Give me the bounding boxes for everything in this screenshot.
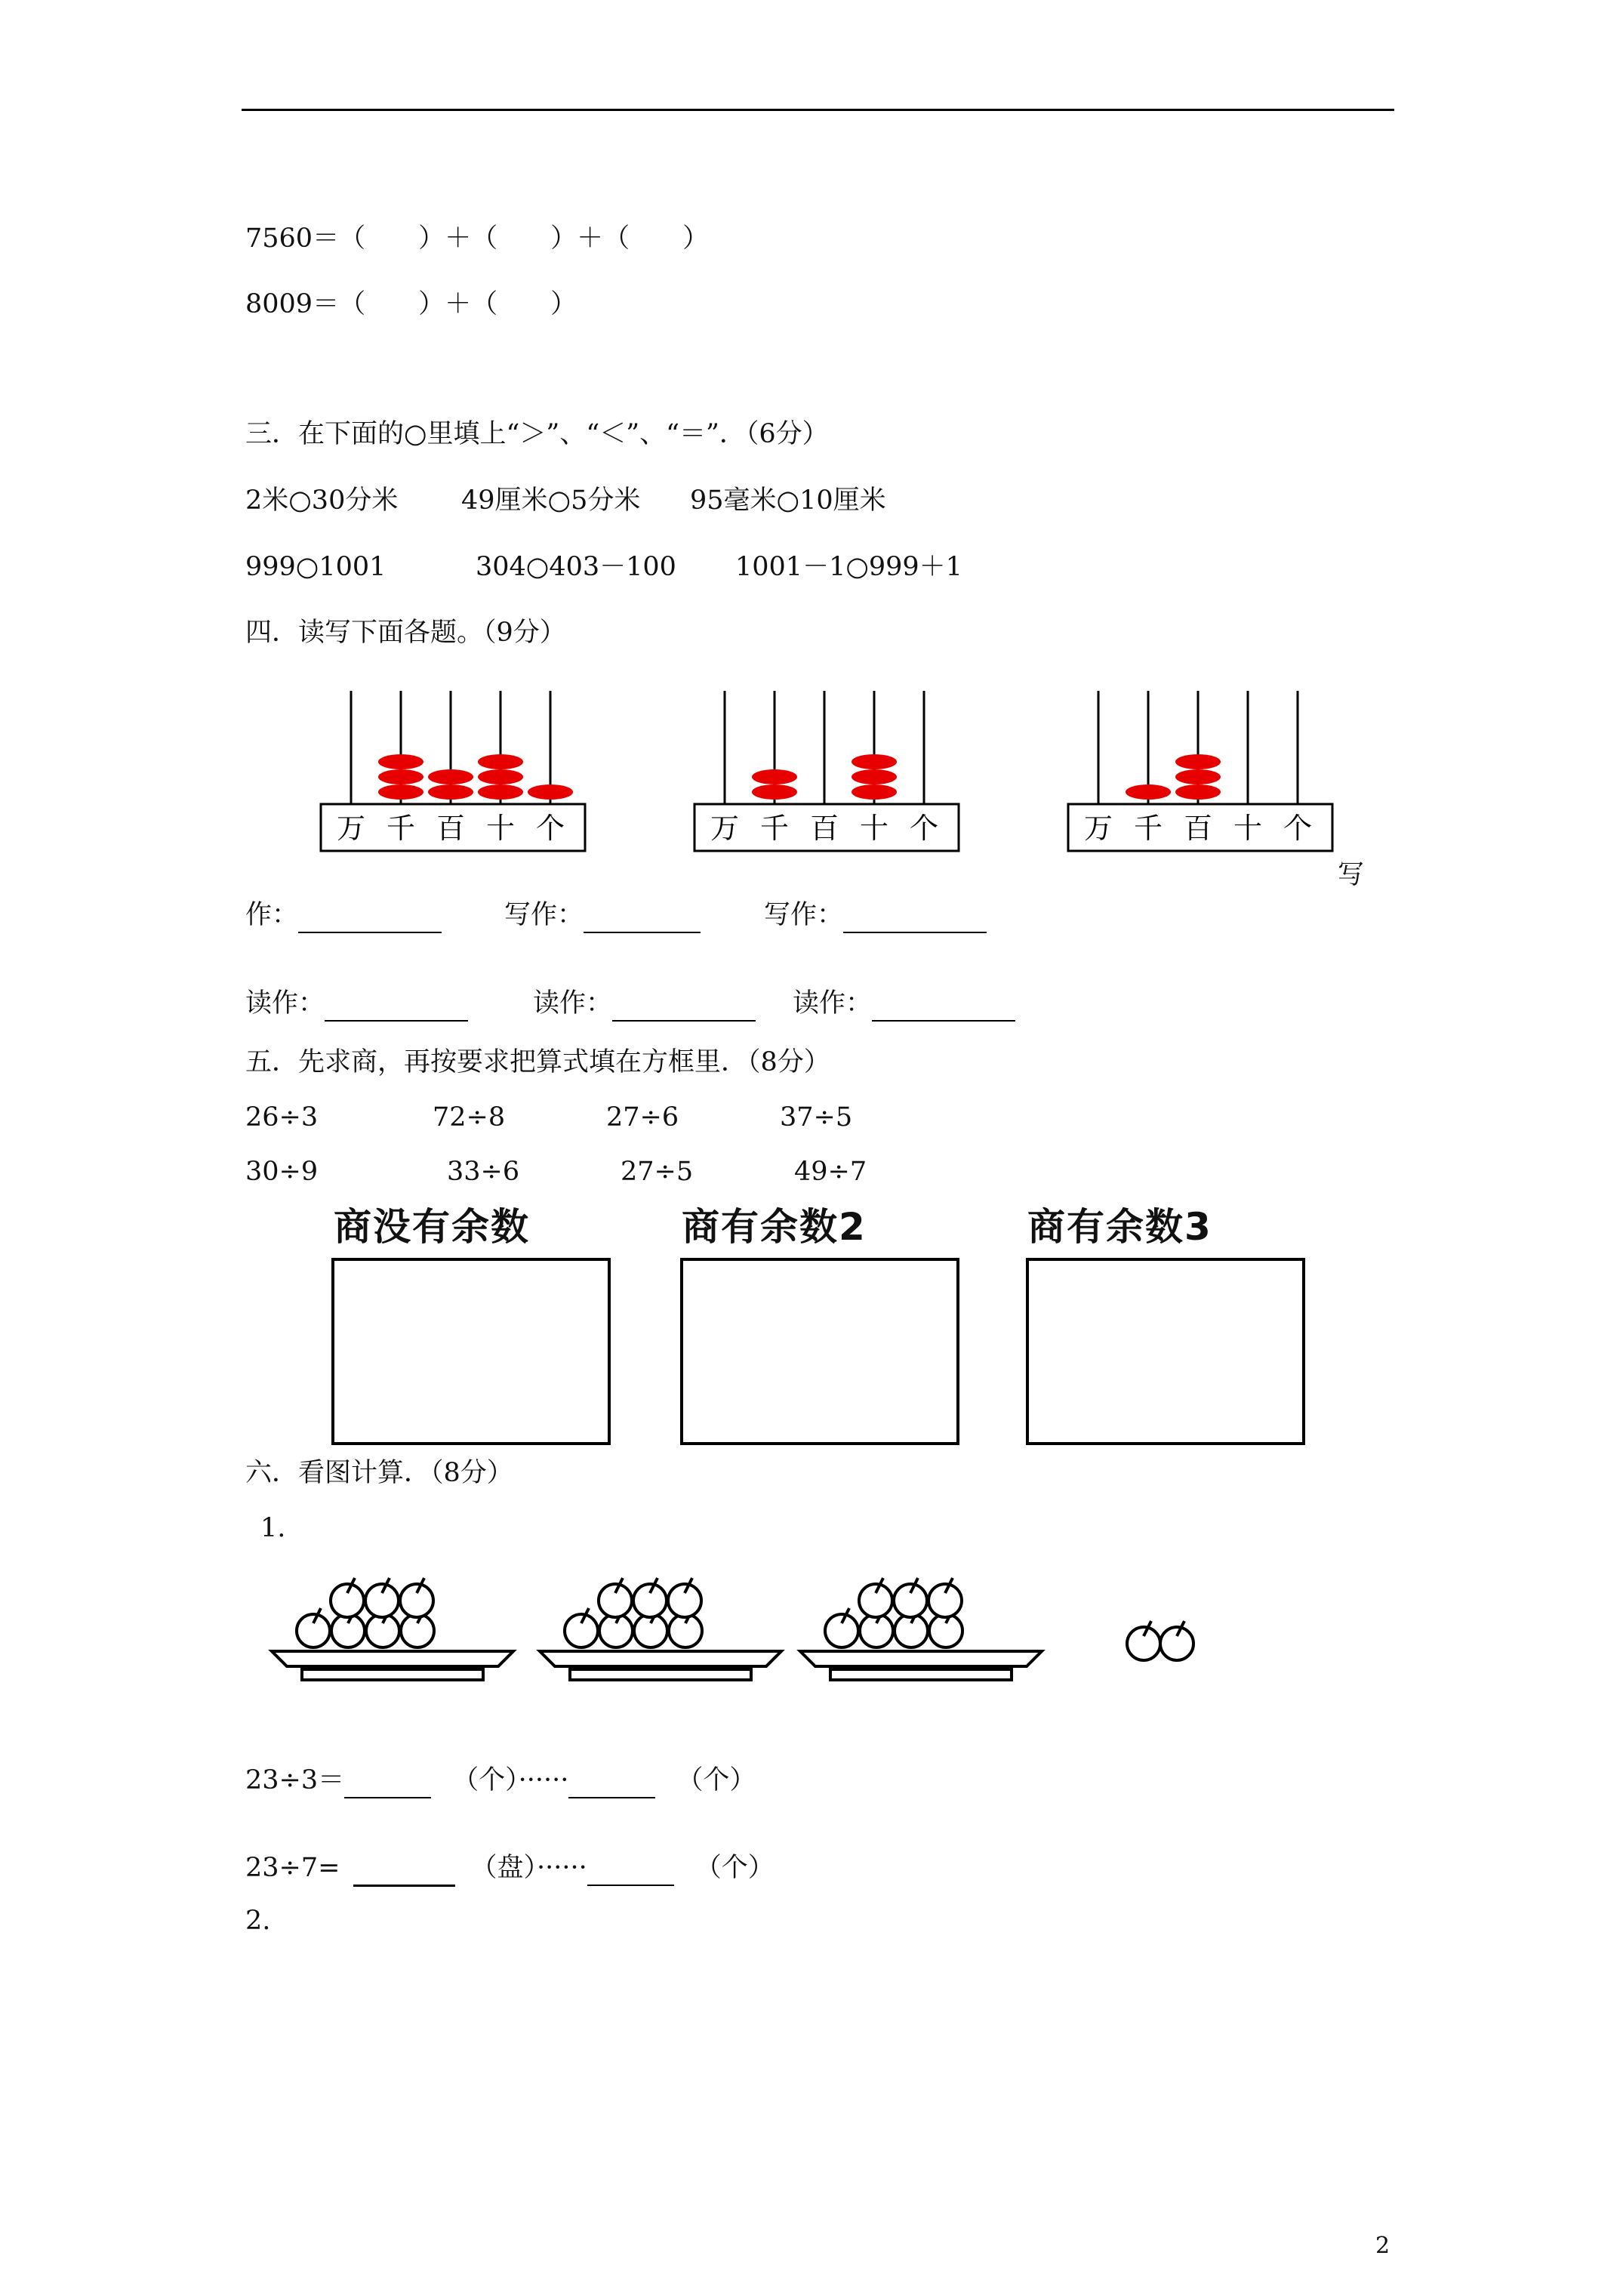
compare-item: 49厘米○5分米 bbox=[461, 485, 641, 516]
write-label: 写作： bbox=[764, 900, 844, 930]
place-label: 十 bbox=[1233, 812, 1263, 845]
abacus-bead bbox=[1175, 784, 1221, 800]
answer-blank[interactable] bbox=[344, 1764, 431, 1798]
apple-icon bbox=[895, 1614, 928, 1647]
apple-plate bbox=[800, 1578, 1042, 1680]
item-1-label: 1. bbox=[260, 1513, 286, 1543]
abacus-bead bbox=[378, 784, 423, 800]
apple-icon bbox=[859, 1584, 892, 1617]
apple-icon bbox=[565, 1614, 598, 1647]
section-5-heading: 五．先求商，再按要求把算式填在方框里．（8分） bbox=[245, 1047, 830, 1077]
section-3-heading: 三．在下面的○里填上“＞”、“＜”、“＝”．（6分） bbox=[245, 419, 829, 449]
place-label: 百 bbox=[1183, 812, 1213, 845]
abacus-bead bbox=[428, 784, 473, 800]
abacus-bead bbox=[378, 754, 423, 769]
place-label: 个 bbox=[1283, 812, 1313, 845]
abacus-bead bbox=[478, 769, 523, 784]
answer-blank[interactable] bbox=[843, 898, 987, 933]
plate-base bbox=[830, 1669, 1012, 1680]
apple-icon bbox=[366, 1614, 399, 1647]
item-2-label: 2. bbox=[245, 1906, 271, 1936]
abacus bbox=[1068, 691, 1332, 851]
division-item: 49÷7 bbox=[794, 1157, 867, 1187]
place-label: 个 bbox=[909, 812, 939, 845]
apple-icon bbox=[860, 1614, 893, 1647]
abacus-bead bbox=[428, 769, 473, 784]
equation-unit: （个）······ bbox=[452, 1765, 569, 1795]
compare-item: 1001－1○999＋1 bbox=[735, 552, 962, 582]
apple-icon bbox=[331, 1584, 364, 1617]
write-field-2[interactable] bbox=[504, 898, 701, 933]
division-item: 33÷6 bbox=[447, 1157, 520, 1187]
abacus-bead bbox=[528, 784, 573, 800]
leftover-apples bbox=[1127, 1621, 1193, 1660]
plate bbox=[540, 1651, 781, 1666]
equation-2 bbox=[245, 1851, 775, 1887]
section-6-heading: 六．看图计算．（8分） bbox=[245, 1458, 513, 1488]
decompose-line-2: 8009＝（ ）＋（ ） bbox=[245, 289, 577, 319]
equation-expr: 23÷3＝ bbox=[245, 1765, 345, 1795]
plate bbox=[800, 1651, 1042, 1666]
place-label: 十 bbox=[859, 812, 889, 845]
read-label: 读作： bbox=[533, 988, 613, 1019]
apple-icon bbox=[634, 1614, 667, 1647]
division-item: 37÷5 bbox=[780, 1102, 853, 1133]
place-label: 万 bbox=[336, 812, 366, 845]
abacus-bead bbox=[852, 754, 897, 769]
place-label: 十 bbox=[485, 812, 516, 845]
apple-icon bbox=[1127, 1627, 1160, 1660]
box-label-remainder-2: 商有余数2 bbox=[682, 1205, 867, 1249]
abacus bbox=[321, 691, 585, 851]
place-label: 千 bbox=[759, 812, 790, 845]
compare-item: 999○1001 bbox=[245, 552, 387, 582]
abacus-bead bbox=[1126, 784, 1171, 800]
page-number: 2 bbox=[1375, 2233, 1390, 2259]
answer-blank[interactable] bbox=[587, 1851, 674, 1886]
place-label: 千 bbox=[1133, 812, 1163, 845]
write-wrap-char: 写 bbox=[1338, 860, 1365, 890]
answer-box-remainder-3[interactable] bbox=[1026, 1258, 1305, 1445]
box-label-remainder-3: 商有余数3 bbox=[1027, 1205, 1212, 1249]
read-label: 读作： bbox=[245, 988, 325, 1019]
apple-icon bbox=[929, 1584, 962, 1617]
apple-plate bbox=[540, 1578, 781, 1680]
apple-icon bbox=[668, 1584, 701, 1617]
read-field-1[interactable] bbox=[245, 987, 468, 1022]
plate-base bbox=[570, 1669, 751, 1680]
division-item: 27÷6 bbox=[606, 1102, 679, 1133]
apple-icon bbox=[401, 1614, 434, 1647]
answer-blank[interactable] bbox=[872, 987, 1015, 1022]
apple-icon bbox=[297, 1614, 330, 1647]
division-item: 30÷9 bbox=[245, 1157, 319, 1187]
division-item: 27÷5 bbox=[621, 1157, 694, 1187]
answer-blank[interactable] bbox=[612, 987, 756, 1022]
apple-icon bbox=[1160, 1627, 1193, 1660]
plate bbox=[272, 1651, 513, 1666]
apple-icon bbox=[633, 1584, 667, 1617]
place-label: 万 bbox=[710, 812, 740, 845]
write-field-3[interactable] bbox=[764, 898, 987, 933]
abacus-bead bbox=[1175, 769, 1221, 784]
abacus-bead bbox=[852, 784, 897, 800]
place-label: 千 bbox=[386, 812, 416, 845]
plate-base bbox=[302, 1669, 483, 1680]
decompose-line-1: 7560＝（ ）＋（ ）＋（ ） bbox=[245, 223, 710, 254]
abacus-bead bbox=[478, 784, 523, 800]
abacus-bead bbox=[378, 769, 423, 784]
write-field-1[interactable] bbox=[245, 898, 442, 933]
apple-icon bbox=[669, 1614, 702, 1647]
read-label: 读作： bbox=[793, 988, 873, 1019]
apple-icon bbox=[894, 1584, 927, 1617]
division-item: 72÷8 bbox=[433, 1102, 506, 1133]
place-label: 万 bbox=[1083, 812, 1113, 845]
read-field-2[interactable] bbox=[533, 987, 756, 1022]
abacus bbox=[694, 691, 959, 851]
place-label: 百 bbox=[809, 812, 839, 845]
box-label-no-remainder: 商没有余数 bbox=[334, 1205, 530, 1249]
answer-blank[interactable] bbox=[568, 1764, 655, 1798]
equation-unit: （盘）······ bbox=[470, 1853, 587, 1883]
apple-plate bbox=[272, 1578, 513, 1680]
answer-blank[interactable] bbox=[298, 898, 442, 933]
abacus-bead bbox=[852, 769, 897, 784]
answer-blank[interactable] bbox=[325, 987, 468, 1022]
abacus-group bbox=[302, 691, 1359, 887]
equation-unit: （个） bbox=[694, 1853, 775, 1883]
header-rule bbox=[242, 109, 1394, 111]
apple-icon bbox=[599, 1584, 632, 1617]
compare-item: 2米○30分米 bbox=[245, 485, 399, 516]
write-label: 写作： bbox=[504, 900, 584, 930]
apple-icon bbox=[365, 1584, 399, 1617]
equation-1 bbox=[245, 1764, 756, 1798]
abacus-bead bbox=[478, 754, 523, 769]
place-label: 百 bbox=[436, 812, 466, 845]
abacus-bead bbox=[752, 784, 797, 800]
answer-box-remainder-2[interactable] bbox=[680, 1258, 959, 1445]
read-field-3[interactable] bbox=[793, 987, 1015, 1022]
apple-plates-figure bbox=[268, 1559, 1249, 1710]
write-label: 作： bbox=[245, 900, 299, 930]
answer-blank[interactable] bbox=[584, 898, 701, 933]
apple-icon bbox=[929, 1614, 962, 1647]
division-item: 26÷3 bbox=[245, 1102, 319, 1133]
section-4-heading: 四．读写下面各题。（9分） bbox=[245, 618, 566, 648]
answer-box-no-remainder[interactable] bbox=[331, 1258, 611, 1445]
equation-unit: （个） bbox=[676, 1765, 756, 1795]
compare-item: 304○403－100 bbox=[476, 552, 676, 582]
place-label: 个 bbox=[535, 812, 565, 845]
apple-icon bbox=[825, 1614, 858, 1647]
equation-expr: 23÷7= bbox=[245, 1853, 340, 1883]
apple-icon bbox=[400, 1584, 433, 1617]
apple-icon bbox=[331, 1614, 365, 1647]
abacus-bead bbox=[752, 769, 797, 784]
answer-blank[interactable] bbox=[353, 1851, 455, 1887]
abacus-bead bbox=[1175, 754, 1221, 769]
apple-icon bbox=[599, 1614, 633, 1647]
compare-item: 95毫米○10厘米 bbox=[690, 485, 886, 516]
